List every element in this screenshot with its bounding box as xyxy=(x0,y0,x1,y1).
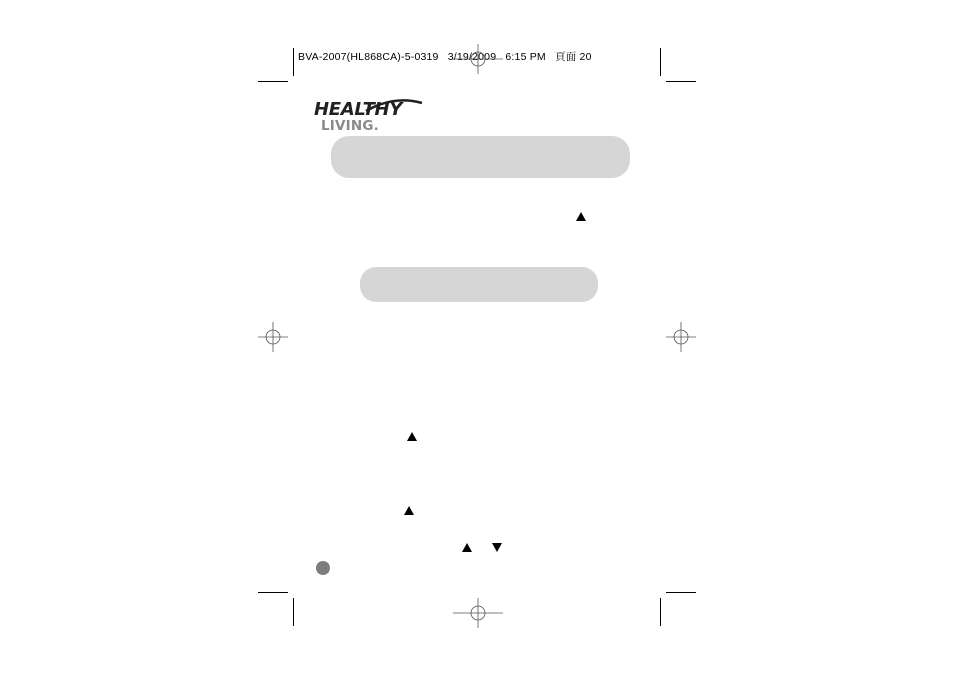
print-header xyxy=(298,49,598,64)
down-arrow-icon xyxy=(492,543,502,552)
healthy-living-logo xyxy=(314,99,424,139)
crop-mark-bl-h xyxy=(258,592,288,593)
page-bullet xyxy=(316,561,330,575)
up-arrow-icon xyxy=(462,543,472,552)
section-banner-top xyxy=(331,136,630,178)
up-arrow-icon xyxy=(407,432,417,441)
section-banner-middle xyxy=(360,267,598,302)
crop-mark-tl-v xyxy=(293,48,294,76)
registration-mark-icon xyxy=(258,322,288,352)
crop-mark-bl-v xyxy=(293,598,294,626)
registration-mark-icon xyxy=(453,44,503,74)
up-arrow-icon xyxy=(576,212,586,221)
crop-mark-tr-h xyxy=(666,81,696,82)
crop-mark-tl-h xyxy=(258,81,288,82)
registration-mark-icon xyxy=(453,598,503,628)
crop-mark-tr-v xyxy=(660,48,661,76)
file-code: BVA-2007(HL868CA)-5-0319 xyxy=(298,51,439,63)
logo-line2: LIVING. xyxy=(321,118,380,134)
print-date: 3/19/2009 xyxy=(447,51,497,63)
print-time: 6:15 PM xyxy=(505,51,546,63)
registration-mark-icon xyxy=(666,322,696,352)
crop-mark-br-v xyxy=(660,598,661,626)
crop-mark-br-h xyxy=(666,592,696,593)
logo-line1: HEALTHY xyxy=(314,99,403,120)
up-arrow-icon xyxy=(404,506,414,515)
page-label: 頁面 20 xyxy=(555,51,592,63)
